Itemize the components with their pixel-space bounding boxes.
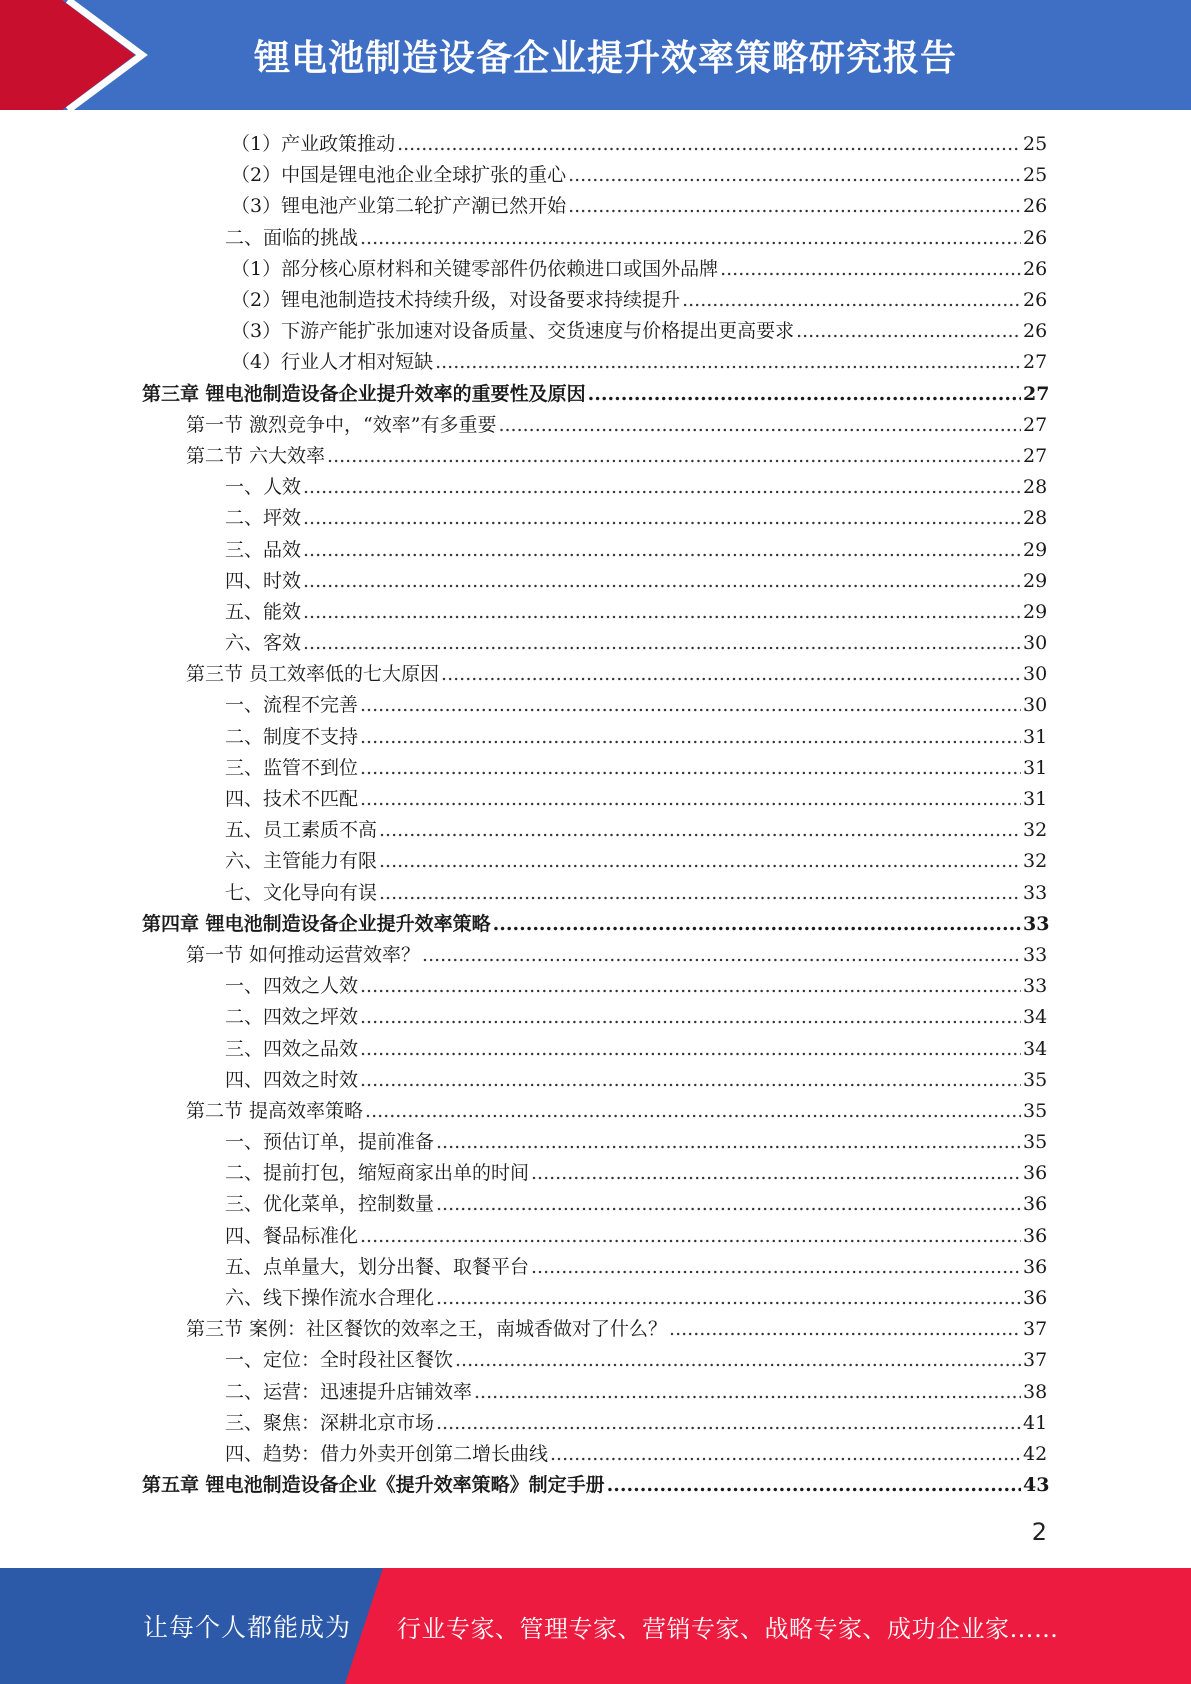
toc-entry-page: 35 (1023, 1131, 1048, 1154)
toc-entry-page: 34 (1023, 1037, 1048, 1060)
toc-entry-page: 30 (1023, 632, 1048, 655)
toc-entry-page: 29 (1023, 600, 1048, 623)
toc-entry[interactable] (0, 1031, 1191, 1062)
toc-entry-label: 三、四效之品效 (225, 1037, 359, 1060)
toc-entry-page: 36 (1023, 1255, 1048, 1278)
toc-entry-page: 27 (1023, 351, 1048, 374)
toc-entry-label: 一、预估订单，提前准备 (225, 1131, 435, 1154)
toc-entry[interactable] (0, 1125, 1191, 1156)
toc-entry-page: 35 (1023, 1099, 1048, 1122)
toc-entry-label: 六、客效 (225, 632, 302, 655)
toc-entry-label: 五、能效 (225, 600, 302, 623)
toc-entry[interactable] (0, 1468, 1191, 1499)
toc-entry-page: 26 (1023, 226, 1048, 249)
toc-entry-page: 37 (1023, 1349, 1048, 1372)
toc-dot-leader (379, 850, 1021, 872)
toc-dot-leader (303, 539, 1021, 561)
toc-entry[interactable] (0, 252, 1191, 283)
toc-dot-leader (379, 882, 1021, 904)
toc-dot-leader (796, 320, 1021, 342)
toc-entry-page: 25 (1023, 164, 1048, 187)
toc-entry-label: 二、提前打包，缩短商家出单的时间 (225, 1162, 530, 1185)
red-arrow-icon (0, 0, 160, 110)
toc-entry-page: 32 (1023, 850, 1048, 873)
toc-dot-leader (436, 1412, 1021, 1434)
toc-entry-page: 31 (1023, 756, 1048, 779)
toc-entry[interactable] (0, 1375, 1191, 1406)
toc-entry[interactable] (0, 938, 1191, 969)
toc-entry[interactable] (0, 1094, 1191, 1125)
toc-entry-label: 第一节 如何推动运营效率？ (186, 943, 421, 966)
toc-dot-leader (303, 601, 1021, 623)
toc-dot-leader (360, 726, 1021, 748)
toc-dot-leader (436, 1131, 1021, 1153)
toc-entry[interactable] (0, 969, 1191, 1000)
toc-dot-leader (360, 694, 1021, 716)
toc-entry-page: 28 (1023, 507, 1048, 530)
toc-dot-leader (568, 195, 1021, 217)
toc-entry-label: （2）锂电池制造技术持续升级，对设备要求持续提升 (231, 289, 681, 312)
toc-entry-label: 二、四效之坪效 (225, 1006, 359, 1029)
toc-entry-label: 二、运营：迅速提升店铺效率 (225, 1380, 473, 1403)
toc-entry[interactable] (0, 1343, 1191, 1374)
toc-entry-page: 42 (1023, 1442, 1048, 1465)
toc-entry[interactable] (0, 751, 1191, 782)
toc-dot-leader (493, 913, 1021, 935)
toc-dot-leader (360, 757, 1021, 779)
toc-entry[interactable] (0, 314, 1191, 345)
toc-entry-label: 三、聚焦：深耕北京市场 (225, 1411, 435, 1434)
toc-entry[interactable] (0, 1437, 1191, 1468)
toc-dot-leader (360, 1006, 1021, 1028)
toc-entry[interactable] (0, 532, 1191, 563)
toc-entry[interactable] (0, 688, 1191, 719)
toc-entry-label: 三、优化菜单，控制数量 (225, 1193, 435, 1216)
toc-entry-page: 31 (1023, 788, 1048, 811)
toc-entry[interactable] (0, 720, 1191, 751)
toc-entry-page: 29 (1023, 569, 1048, 592)
toc-entry-label: （1）产业政策推动 (231, 133, 396, 156)
toc-entry-page: 34 (1023, 1006, 1048, 1029)
toc-dot-leader (422, 944, 1021, 966)
toc-dot-leader (360, 975, 1021, 997)
header-banner (0, 0, 1191, 110)
toc-entry-label: 一、人效 (225, 476, 302, 499)
toc-dot-leader (365, 1100, 1021, 1122)
toc-dot-leader (455, 1349, 1021, 1371)
toc-entry-page: 27 (1023, 444, 1048, 467)
toc-dot-leader (303, 507, 1021, 529)
toc-entry-label: 第二节 提高效率策略 (186, 1099, 364, 1122)
toc-dot-leader (303, 570, 1021, 592)
toc-entry-label: 一、定位：全时段社区餐饮 (225, 1349, 454, 1372)
toc-dot-leader (397, 133, 1021, 155)
toc-entry-page: 36 (1023, 1162, 1048, 1185)
toc-dot-leader (669, 1318, 1021, 1340)
toc-entry[interactable] (0, 1156, 1191, 1187)
toc-entry-label: 第三章 锂电池制造设备企业提升效率的重要性及原因 (142, 382, 586, 405)
toc-entry-label: （4）行业人才相对短缺 (231, 351, 434, 374)
report-title: 锂电池制造设备企业提升效率策略研究报告 (253, 37, 957, 79)
toc-entry-page: 33 (1023, 943, 1048, 966)
toc-entry-page: 27 (1023, 382, 1050, 405)
toc-entry[interactable] (0, 595, 1191, 626)
footer-slogan-left: 让每个人都能成为 (143, 1613, 352, 1642)
toc-dot-leader (303, 632, 1021, 654)
toc-entry-page: 26 (1023, 257, 1048, 280)
toc-entry[interactable] (0, 1406, 1191, 1437)
toc-entry-page: 28 (1023, 476, 1048, 499)
toc-entry-label: 四、技术不匹配 (225, 788, 359, 811)
toc-dot-leader (435, 351, 1021, 373)
toc-entry[interactable] (0, 844, 1191, 875)
toc-dot-leader (531, 1162, 1021, 1184)
toc-entry-label: 二、坪效 (225, 507, 302, 530)
toc-entry-page: 36 (1023, 1224, 1048, 1247)
toc-entry[interactable] (0, 1063, 1191, 1094)
toc-entry-label: 第三节 员工效率低的七大原因 (186, 663, 440, 686)
toc-entry[interactable] (0, 1187, 1191, 1218)
toc-dot-leader (327, 445, 1021, 467)
toc-entry-label: 七、文化导向有误 (225, 881, 378, 904)
toc-entry[interactable] (0, 221, 1191, 252)
toc-entry-label: 五、点单量大，划分出餐、取餐平台 (225, 1255, 530, 1278)
toc-entry-page: 36 (1023, 1193, 1048, 1216)
toc-entry[interactable] (0, 470, 1191, 501)
toc-dot-leader (441, 663, 1021, 685)
toc-dot-leader (682, 289, 1021, 311)
toc-entry-page: 26 (1023, 320, 1048, 343)
toc-entry-label: （3）锂电池产业第二轮扩产潮已然开始 (231, 195, 567, 218)
toc-dot-leader (360, 1225, 1021, 1247)
toc-entry-page: 43 (1023, 1474, 1050, 1497)
toc-entry-label: 二、面临的挑战 (225, 226, 359, 249)
toc-entry[interactable] (0, 158, 1191, 189)
toc-entry[interactable] (0, 907, 1191, 938)
toc-entry-page: 27 (1023, 413, 1048, 436)
toc-entry-page: 25 (1023, 133, 1048, 156)
toc-dot-leader (550, 1443, 1021, 1465)
toc-dot-leader (360, 1038, 1021, 1060)
toc-dot-leader (360, 788, 1021, 810)
toc-entry[interactable] (0, 1250, 1191, 1281)
toc-entry-page: 29 (1023, 538, 1048, 561)
toc-entry-page: 36 (1023, 1287, 1048, 1310)
footer-slogan-right: 行业专家、管理专家、营销专家、战略专家、成功企业家…… (397, 1614, 1059, 1643)
toc-entry[interactable] (0, 657, 1191, 688)
toc-dot-leader (531, 1256, 1021, 1278)
toc-entry-label: 三、监管不到位 (225, 756, 359, 779)
toc-entry[interactable] (0, 813, 1191, 844)
toc-entry[interactable] (0, 564, 1191, 595)
page-number: 2 (1031, 1518, 1047, 1546)
toc-entry-page: 35 (1023, 1068, 1048, 1091)
toc-entry-page: 33 (1023, 975, 1048, 998)
toc-entry-page: 41 (1023, 1411, 1048, 1434)
footer-banner (0, 1568, 1191, 1684)
toc-dot-leader (303, 476, 1021, 498)
toc-dot-leader (436, 1193, 1021, 1215)
toc-entry-page: 37 (1023, 1318, 1048, 1341)
toc-entry-page: 32 (1023, 819, 1048, 842)
toc-entry-label: 一、四效之人效 (225, 975, 359, 998)
toc-entry-label: 四、餐品标准化 (225, 1224, 359, 1247)
toc-entry-page: 38 (1023, 1380, 1048, 1403)
toc-entry-label: 四、时效 (225, 569, 302, 592)
toc-entry-label: 五、员工素质不高 (225, 819, 378, 842)
toc-dot-leader (498, 414, 1021, 436)
toc-dot-leader (588, 383, 1021, 405)
toc-dot-leader (436, 1287, 1021, 1309)
toc-dot-leader (607, 1474, 1021, 1496)
toc-entry-page: 26 (1023, 289, 1048, 312)
toc-entry-label: 六、主管能力有限 (225, 850, 378, 873)
toc-entry[interactable] (0, 626, 1191, 657)
toc-entry[interactable] (0, 439, 1191, 470)
toc-entry[interactable] (0, 189, 1191, 220)
toc-entry[interactable] (0, 377, 1191, 408)
toc-entry-page: 30 (1023, 694, 1048, 717)
toc-entry[interactable] (0, 1281, 1191, 1312)
toc-dot-leader (720, 258, 1021, 280)
toc-entry-label: （2）中国是锂电池企业全球扩张的重心 (231, 164, 567, 187)
toc-entry[interactable] (0, 501, 1191, 532)
toc-entry-label: 第三节 案例：社区餐饮的效率之王，南城香做对了什么？ (186, 1318, 668, 1341)
toc-entry-label: 第四章 锂电池制造设备企业提升效率策略 (142, 912, 491, 935)
toc-entry-label: （3）下游产能扩张加速对设备质量、交货速度与价格提出更高要求 (231, 320, 795, 343)
toc-entry-label: 四、趋势：借力外卖开创第二增长曲线 (225, 1442, 549, 1465)
toc-entry-label: 六、线下操作流水合理化 (225, 1287, 435, 1310)
toc-entry[interactable] (0, 782, 1191, 813)
toc-entry-page: 31 (1023, 725, 1048, 748)
toc-entry[interactable] (0, 127, 1191, 158)
toc-entry-label: 第二节 六大效率 (186, 444, 326, 467)
toc-entry-page: 33 (1023, 912, 1050, 935)
toc-entry[interactable] (0, 876, 1191, 907)
toc-dot-leader (360, 227, 1021, 249)
toc-entry-page: 30 (1023, 663, 1048, 686)
toc-entry-page: 26 (1023, 195, 1048, 218)
toc-entry[interactable] (0, 408, 1191, 439)
toc-entry-label: 四、四效之时效 (225, 1068, 359, 1091)
toc-entry-label: 一、流程不完善 (225, 694, 359, 717)
toc-dot-leader (379, 819, 1021, 841)
toc-entry[interactable] (0, 1219, 1191, 1250)
toc-entry-label: 第一节 激烈竞争中，“效率”有多重要 (186, 413, 497, 436)
toc-entry-label: （1）部分核心原材料和关键零部件仍依赖进口或国外品牌 (231, 257, 719, 280)
table-of-contents (0, 127, 1191, 1499)
toc-entry[interactable] (0, 1312, 1191, 1343)
toc-entry[interactable] (0, 1000, 1191, 1031)
toc-dot-leader (568, 164, 1021, 186)
toc-entry[interactable] (0, 283, 1191, 314)
toc-dot-leader (360, 1069, 1021, 1091)
toc-entry-label: 二、制度不支持 (225, 725, 359, 748)
toc-entry[interactable] (0, 345, 1191, 376)
toc-entry-label: 第五章 锂电池制造设备企业《提升效率策略》制定手册 (142, 1474, 605, 1497)
toc-entry-label: 三、品效 (225, 538, 302, 561)
toc-dot-leader (474, 1381, 1021, 1403)
toc-entry-page: 33 (1023, 881, 1048, 904)
